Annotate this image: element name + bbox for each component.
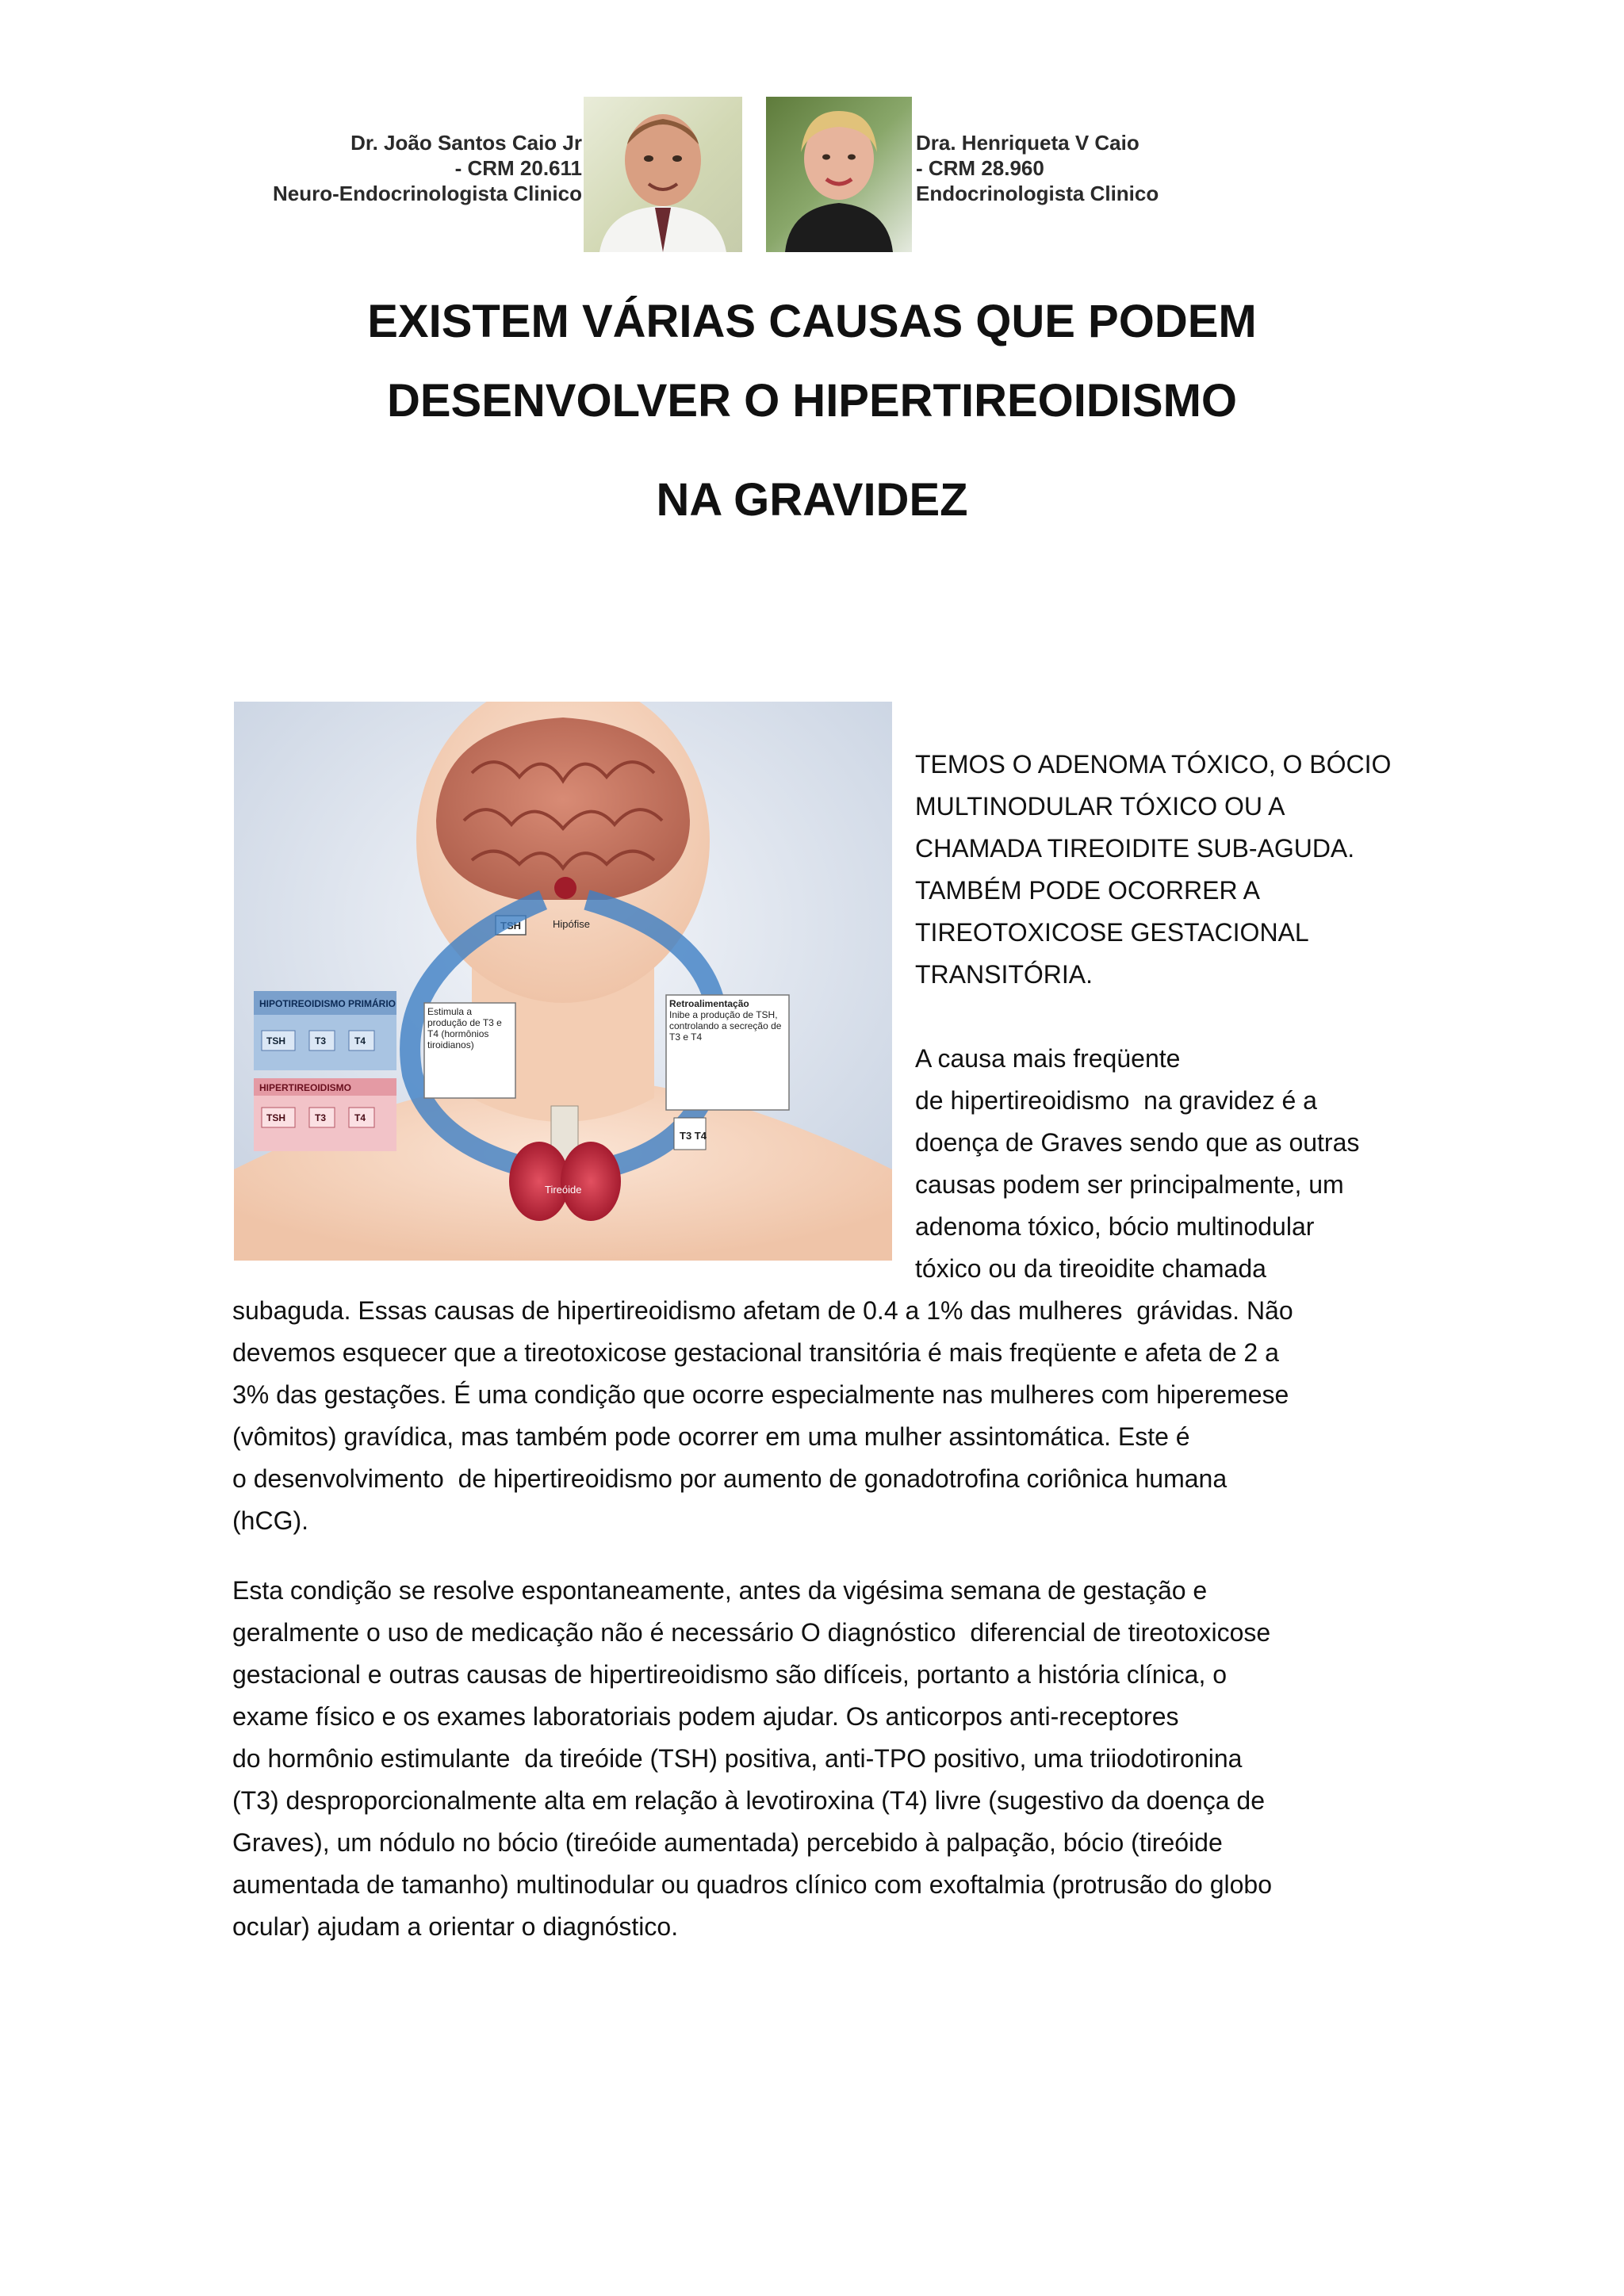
right-doctor-name: Dra. Henriqueta V Caio xyxy=(916,131,1139,155)
hipo-title: HIPOTIREOIDISMO PRIMÁRIO xyxy=(259,998,396,1009)
left-doctor-photo xyxy=(584,97,742,252)
paragraph-line: aumentada de tamanho) multinodular ou quadros clínico com exoftalmia (protrusão do globo xyxy=(232,1870,1272,1899)
paragraph-line: o desenvolvimento de hipertireoidismo por aumento de gonadotrofina coriônica humana xyxy=(232,1464,1228,1493)
side-text-line: causas podem ser principalmente, um xyxy=(915,1170,1344,1199)
side-text-line: doença de Graves sendo que as outras xyxy=(915,1128,1360,1157)
paragraph-line: ocular) ajudam a orientar o diagnóstico. xyxy=(232,1912,679,1941)
side-text-line: de hipertireoidismo na gravidez é a xyxy=(915,1086,1317,1115)
side-text-line: MULTINODULAR TÓXICO OU A xyxy=(915,792,1285,821)
paragraph-line: gestacional e outras causas de hipertireoidismo são difíceis, portanto a história clínica, o xyxy=(232,1660,1228,1689)
side-text-line: TRANSITÓRIA. xyxy=(915,960,1094,989)
pituitary-gland xyxy=(554,877,576,899)
left-doctor-crm: - CRM 20.611 xyxy=(454,156,582,180)
side-text-line: adenoma tóxico, bócio multinodular xyxy=(915,1212,1315,1241)
hiper-t3: T3 xyxy=(315,1112,327,1123)
paragraph-line: (vômitos) gravídica, mas também pode ocorrer em uma mulher assintomática. Este é xyxy=(232,1422,1190,1451)
left-doctor-name: Dr. João Santos Caio Jr xyxy=(350,131,582,155)
paragraph-line: do hormônio estimulante da tireóide (TSH) positiva, anti-TPO positivo, uma triiodotironina xyxy=(232,1744,1243,1773)
paragraph-line: subaguda. Essas causas de hipertireoidismo afetam de 0.4 a 1% das mulheres grávidas. Não xyxy=(232,1296,1293,1325)
t3t4-label: T3 T4 xyxy=(680,1130,707,1142)
tsh-box-label: TSH xyxy=(500,920,521,932)
right-doctor-info xyxy=(916,130,1249,206)
side-text-line xyxy=(915,996,1423,1038)
paragraph-line: devemos esquecer que a tireotoxicose gestacional transitória é mais freqüente e afeta de 2 a xyxy=(232,1338,1279,1367)
paragraph-1 xyxy=(232,1290,1398,1542)
side-text-line: TAMBÉM PODE OCORRER A xyxy=(915,876,1261,905)
hiper-tsh: TSH xyxy=(266,1112,285,1123)
paragraph-line: Graves), um nódulo no bócio (tireóide aumentada) percebido à palpação, bócio (tireóide xyxy=(232,1828,1223,1857)
left-doctor-specialty: Neuro-Endocrinologista Clinico xyxy=(272,182,582,205)
side-text-line: TEMOS O ADENOMA TÓXICO, O BÓCIO xyxy=(915,750,1392,779)
feedback-title: Retroalimentação xyxy=(669,998,749,1009)
paragraph-line: 3% das gestações. É uma condição que ocorre especialmente nas mulheres com hiperemese xyxy=(232,1380,1289,1409)
side-text xyxy=(915,744,1423,1290)
hiper-t4: T4 xyxy=(354,1112,366,1123)
side-text-line: TIREOTOXICOSE GESTACIONAL xyxy=(915,918,1309,947)
hiper-title: HIPERTIREOIDISMO xyxy=(259,1082,352,1093)
stimulus-text: Estimula a produção de T3 e T4 (hormônios tiroidianos) xyxy=(427,1006,502,1050)
hipo-t3: T3 xyxy=(315,1035,327,1047)
paragraph-line: geralmente o uso de medicação não é necessário O diagnóstico diferencial de tireotoxicose xyxy=(232,1618,1271,1647)
thyroid-right-lobe xyxy=(561,1142,621,1221)
side-text-line: tóxico ou da tireoidite chamada xyxy=(915,1254,1266,1283)
feedback-text: Inibe a produção de TSH, controlando a secreção de T3 e T4 xyxy=(669,1009,782,1043)
right-doctor-photo xyxy=(766,97,912,252)
side-text-line: CHAMADA TIREOIDITE SUB-AGUDA. xyxy=(915,834,1355,863)
right-doctor-crm: - CRM 28.960 xyxy=(916,156,1044,180)
paragraph-line: Esta condição se resolve espontaneamente, antes da vigésima semana de gestação e xyxy=(232,1576,1208,1605)
paragraph-line: (hCG). xyxy=(232,1506,308,1535)
page-title-line-3: NA GRAVIDEZ xyxy=(656,474,968,526)
left-doctor-info xyxy=(246,130,582,206)
hipo-tsh: TSH xyxy=(266,1035,285,1047)
thyroid-axis-illustration xyxy=(234,702,892,1261)
paragraph-line: (T3) desproporcionalmente alta em relação à levotiroxina (T4) livre (sugestivo da doença de xyxy=(232,1786,1265,1815)
thyroid-left-lobe xyxy=(509,1142,569,1221)
page-title-line-2: DESENVOLVER O HIPERTIREOIDISMO xyxy=(386,375,1238,427)
gland-label: Tireóide xyxy=(545,1184,582,1196)
right-doctor-specialty: Endocrinologista Clinico xyxy=(916,182,1159,205)
paragraph-2 xyxy=(232,1570,1398,1948)
side-text-line: A causa mais freqüente xyxy=(915,1044,1181,1073)
hipofise-label: Hipófise xyxy=(553,918,590,930)
hipo-t4: T4 xyxy=(354,1035,366,1047)
page-title-line-1: EXISTEM VÁRIAS CAUSAS QUE PODEM xyxy=(367,296,1257,347)
paragraph-line: exame físico e os exames laboratoriais podem ajudar. Os anticorpos anti-receptores xyxy=(232,1702,1179,1731)
